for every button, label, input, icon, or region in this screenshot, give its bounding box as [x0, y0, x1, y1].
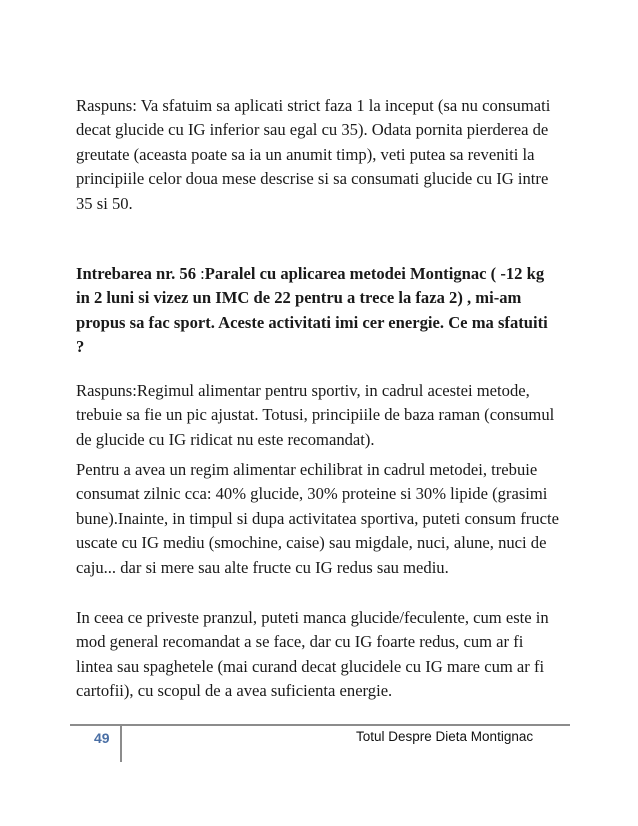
text-line: cartofii), cu scopul de a avea suficienta energie.	[76, 681, 393, 701]
page-number: 49	[94, 730, 110, 746]
text-line: mod general recomandat a se face, dar cu IG foarte redus, cum ar fi	[76, 632, 524, 652]
text-line: 35 si 50.	[76, 193, 133, 213]
question-heading	[76, 262, 568, 360]
text-line: bune).Inainte, in timpul si dupa activitatea sportiva, puteti consum fructe	[76, 508, 559, 528]
text-line: Raspuns:Regimul alimentar pentru sportiv, in cadrul acestei metode,	[76, 381, 530, 400]
text-line: principiile celor doua mese descrise si sa consumati glucide cu IG intre	[76, 169, 549, 189]
text-line: Raspuns: Va sfatuim sa aplicati strict faza 1 la inceput (sa nu consumati	[76, 96, 551, 115]
footer-vertical-divider	[120, 726, 122, 762]
text-line: greutate (aceasta poate sa ia un anumit timp), veti putea sa reveniti la	[76, 144, 535, 164]
question-line: ?	[76, 337, 85, 357]
text-line: caju... dar si mere sau alte fructe cu IG redus sau mediu.	[76, 557, 449, 577]
question-line: in 2 luni si vizez un IMC de 22 pentru a trece la faza 2) , mi-am	[76, 288, 522, 308]
text-line: In ceea ce priveste pranzul, puteti manca glucide/feculente, cum este in	[76, 608, 549, 627]
text-line: lintea sau spaghetele (mai curand decat glucidele cu IG mare cum ar fi	[76, 656, 545, 676]
text-line: decat glucide cu IG inferior sau egal cu 35). Odata pornita pierderea de	[76, 120, 549, 140]
question-number: Intrebarea nr. 56	[76, 264, 197, 283]
question-line-first	[76, 262, 568, 286]
answer-paragraph-3	[76, 458, 568, 580]
question-separator: :	[196, 264, 205, 283]
text-line: de glucide cu IG ridicat nu este recomandat).	[76, 429, 375, 449]
text-line: trebuie sa fie un pic ajustat. Totusi, principiile de baza raman (consumul	[76, 405, 555, 425]
footer-title: Totul Despre Dieta Montignac	[356, 729, 534, 744]
question-text: Paralel cu aplicarea metodei Montignac ( -12 kg	[204, 264, 545, 283]
text-line: Pentru a avea un regim alimentar echilibrat in cadrul metodei, trebuie	[76, 460, 538, 479]
answer-paragraph-4	[76, 606, 568, 704]
question-line: propus sa fac sport. Aceste activitati imi cer energie. Ce ma sfatuiti	[76, 312, 548, 332]
text-line: uscate cu IG mediu (smochine, caise) sau migdale, nuci, alune, nuci de	[76, 533, 547, 553]
answer-paragraph-1	[76, 94, 568, 216]
footer-divider	[70, 724, 570, 726]
answer-paragraph-2	[76, 379, 568, 452]
text-line: consumat zilnic cca: 40% glucide, 30% proteine si 30% lipide (grasimi	[76, 484, 548, 504]
